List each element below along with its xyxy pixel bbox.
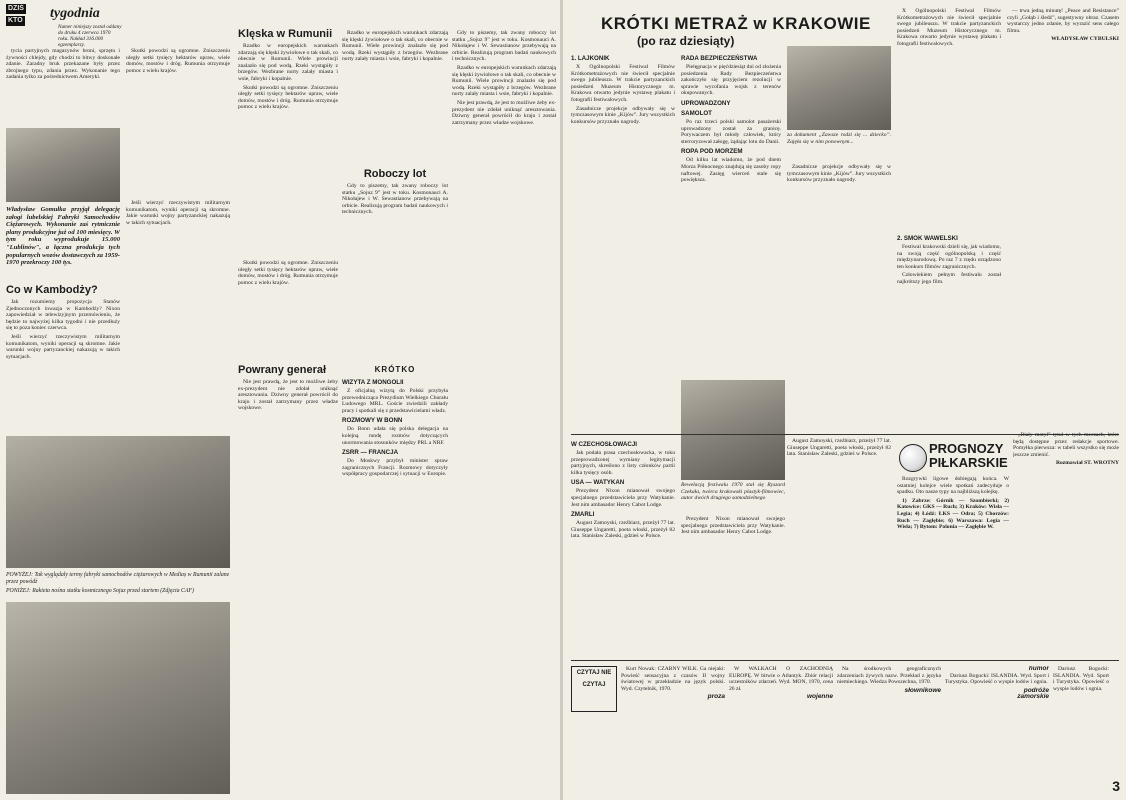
rocket-photo	[6, 602, 230, 794]
smok-text-2: Człowiekiem pełnym festiwalu został najkrótszy jego film.	[897, 272, 1001, 285]
issue-note: Numer niniejszy został oddany do druku 4 czerwca 1970 roku. Nakład 316.000 egzemplarzy.	[58, 24, 122, 48]
film-caption: za dokument „Zawsze rodzi się ... dziecko”. Zajęła się w nim ponownym...	[787, 132, 891, 145]
bottom-text-2: W WALKACH O ZACHODNIĄ EUROPĘ. W bitwie o Atlantyk. Zbiór relacji uczestników zdarzeń. Wyd. MON, 1970, cena 26 zł.	[729, 666, 833, 692]
logo-word-2: KTO	[8, 17, 23, 24]
gomulka-caption: Władysław Gomułka przyjął delegację załogi lubelskiej Fabryki Samochodów Ciężarowych. Wykonanie zaś rytmicznie plany produkcyjne już od 100 miesięcy. W tym roku wyprodukuje 15.000 "Lublinów", a łączna produkcja tych popularnych wozów dostawczych za 1959-1970 przekroczy 100 tys.	[6, 206, 120, 267]
lajkonik-continued	[787, 164, 891, 394]
kambodza-continued	[126, 200, 230, 432]
page-number: 3	[1112, 778, 1120, 794]
roboczy-title: Roboczy lot	[363, 168, 427, 180]
flood-photo	[6, 436, 230, 568]
kambodza-text-2: Jeśli wierzyć rzeczywistym militarnym komunikatom, wyniki operacji są skromne. Jakie warunki wojny partyzanckiej nakazują w takich sytuacjach.	[6, 333, 120, 360]
cybulski-column	[1007, 8, 1119, 428]
bialy-author: Rozmawiał ST. WROTNY	[1055, 460, 1119, 467]
bottom-text-5: Dariusz Bogucki: ISLANDIA. Wyd. Sport i Turystyka. Opowieść o wyspie lodów i ognia.	[1053, 666, 1109, 692]
kambodza-continued-text: Jeśli wierzyć rzeczywistym militarnym komunikatom, wyniki operacji są skromne. Jakie warunki wojny partyzanckiej nakazują w takich sytuacjach.	[126, 200, 230, 226]
usa-continued	[681, 516, 785, 656]
right-column-left-page	[452, 30, 556, 790]
zamorskie-label: zamorskie	[1017, 693, 1049, 701]
logo-word-1: DZIŚ	[8, 5, 24, 12]
smok-title: 2. SMOK WAWELSKI	[897, 235, 958, 242]
rumunia-column-3	[342, 30, 448, 160]
right-col-text-1: Gdy to piszemy, tak zwany roboczy lot statku „Sojuz 9” jest w toku. Kosmonauci A. Nikołajew i W. Sewastianow przebywają na orbicie. Realizują program badań naukowych i technicznych.	[452, 30, 556, 63]
roboczy-text: Gdy to piszemy, tak zwany roboczy lot statku „Sojuz 9” jest w toku. Kosmonauci A. Nikołajew i W. Sewastianow przebywają na orbicie. Realizują program badań naukowych i technicznych.	[342, 183, 448, 216]
bialy-article	[1013, 432, 1119, 658]
usa-continued-text: Prezydent Nixon mianował swojego specjalnego przedstawiciela przy Watykanie. Jest nim ambasador Henry Cabot Lodge.	[681, 516, 785, 536]
cybulski-text: — trwa jedną minutę! „Peace and Resistance” czyli „Gołąb i śledź”, sugestywny obraz. Czasem wystarczy jedno zdanie, by wyrazić sens całego filmu.	[1007, 8, 1119, 34]
bonn-title: ROZMOWY W BONN	[342, 417, 403, 425]
ropa-title: ROPA POD MORZEM	[681, 148, 743, 156]
lajkonik-continued-text: Zasadnicze projekcje odbywały się w tymczasowym kinie „Kijów”. Jury wszystkich konkursów przyznało nagrody.	[787, 164, 891, 184]
bialy-text: „Biały motyl” tytuł w tych meczach, które będą dostępne przez redakcje sportowe. Pomyłka pierwsza: w tabeli wszystko się może jeszcze zmienić.	[1013, 432, 1119, 458]
zssr-title: ZSRR — FRANCJA	[342, 449, 399, 457]
intro-column	[6, 48, 120, 122]
intro-text-2: Skutki powodzi są ogromne. Zniszczeniu uległy setki tysięcy hektarów upraw, wiele domów, mostów i dróg. Rumunia otrzymuje pomoc z wielu krajów.	[126, 48, 230, 74]
rocket-caption: PONIŻEJ: Rakieta nośna statku kosmicznego Sojuz przed startem (Zdjęcia CAF)	[6, 588, 194, 594]
lajkonik-title: 1. LAJKONIK	[571, 55, 610, 62]
film-photo	[787, 46, 891, 130]
podroze-label: podróże	[1023, 686, 1049, 694]
krotko-title: KRÓTKO	[374, 365, 416, 374]
uprowadzony-title: UPROWADZONY	[681, 99, 731, 107]
intro-column-2	[126, 48, 230, 198]
lajkonik-column-3	[897, 8, 1001, 228]
bottom-col-2	[729, 666, 833, 794]
bottom-col-4	[945, 666, 1049, 794]
rumunia-title: Klęska w Rumunii	[238, 28, 333, 40]
news-column	[681, 52, 781, 432]
wizyta-text: Z oficjalną wizytą do Polski przybyła przewodnicząca Prezydium Wielkiego Churału Ludowego MRL. Goście zwiedzili zakłady pracy i spotkali się z przedstawicielami władz.	[342, 388, 448, 414]
samolot-text: Po raz trzeci polski samolot pasażerski uprowadzony został za granicę. Porywaczem był młody człowiek, który sterroryzował załogę, żądając lotu do Danii.	[681, 118, 781, 145]
rumunia-article	[238, 26, 338, 256]
lajkonik-text-2: Zasadnicze projekcje odbywały się w tymczasowym kinie „Kijów”. Jury wszystkich konkursów przyznało nagrody.	[571, 105, 675, 125]
flood-caption: POWYŻEJ: Tak wyglądały termy fabryki samochodów ciężarowych w Mediaș w Rumunii zalane przez powódź	[6, 572, 230, 585]
bottom-col-5	[1053, 666, 1109, 776]
prognozy-list: 1) Zabrze: Górnik — Szombierki; 2) Katowice: GKS — Ruch; 3) Kraków: Wisła — Legia; 4) Łódź: ŁKS — Odra; 5) Chorzów: Ruch — Zagłębie; 6) Warszawa: Legia — Wisła; 7) Bytom: Polonia — Zagłębie W.	[897, 497, 1009, 531]
cybulski-author: WŁADYSŁAW CYBULSKI	[1051, 36, 1119, 43]
rumunia-text: Rzadko w europejskich warunkach zdarzają się klęski żywiołowe o tak skali, co obecnie w Rumunii. Wiele prowincji znalazło się pod wodą. Rzeki wystąpiły z brzegów. Wezbrane nurty zalały miasta i wsie, fabryki i kopalnie.	[238, 43, 338, 82]
bottom-text-3: Na środkowych geograficznych zdarzeniach żywych nazw. Przekład z języka niemieckiego. Wiedza Powszechna, 1970.	[837, 666, 941, 686]
masthead: tygodnia	[50, 6, 100, 21]
festival-caption: Rewelacją festiwalu 1970 stał się Ryszard Czekała, twórca krakowski plastyk-filmowiec, autor dwóch drugiego samodzielnego	[681, 482, 785, 502]
kambodza-title: Co w Kambodży?	[6, 284, 98, 296]
rumunia-text-2: Skutki powodzi są ogromne. Zniszczeniu uległy setki tysięcy hektarów upraw, wiele domów, mostów i dróg. Rumunia otrzymuje pomoc z wielu krajów.	[238, 84, 338, 111]
right-col-text-2: Rzadko w europejskich warunkach zdarzają się klęski żywiołowe o tak skali, co obecnie w Rumunii. Wiele prowincji znalazło się pod wodą. Rzeki wystąpiły z brzegów. Wezbrane nurty zalały miasta i wsie, fabryki i kopalnie.	[452, 64, 556, 98]
zmarli-title: ZMARLI	[571, 511, 595, 519]
rada-text: Pielęgnacja w pięćdziesiąt dni od złożenia posiedzenia Rady Bezpieczeństwa zakończyło się przyjęciem rezolucji w sprawie wycofania wojsk z terenów okupowanych.	[681, 64, 781, 97]
kambodza-text: Jak rozumiemy propozycja Stanów Zjednoczonych inwazja w Kambodży? Nixon zapowiedział w telewizyjnym przemówieniu, że będzie to najwyżej kilka tygodni i nie przedłuży się to poza koniec czerwca.	[6, 299, 120, 332]
zssr-text: Do Moskwy przybył minister spraw zagranicznych Francji. Rozmowy dotyczyły współpracy gospodarczej i sytuacji w Europie.	[342, 458, 448, 478]
wizyta-title: WIZYTA Z MONGOLII	[342, 379, 404, 386]
samolot-title: SAMOLOT	[681, 109, 712, 117]
bottom-col-3	[837, 666, 941, 794]
czechoslowacja-title: W CZECHOSŁOWACJI	[571, 441, 637, 448]
powrany-text: Nie jest prawdą, że jest to możliwe żeby ex-prezydent nie zdołał uniknąć aresztowania. Dziwny generał powrócił do kraju i został zatrzymany przez władze wojskowe.	[238, 379, 338, 412]
zmarli-text: August Zamoyski, rzeźbiarz, przeżył 77 lat. Giuseppe Ungaretti, poeta włoski, przeżył 82 lata. Stanisław Zaleski, gdzieś w Polsce.	[571, 520, 675, 540]
lajkonik-column-3-text: X Ogólnopolski Festiwal Filmów Krótkometrażowych nie świecił specjalnie swego jubileuszu. W trakcie partyzanckich posiedzeń Muzeum Historycznego m. Krakowa otwarto jedynie wystawę plakatu i fotografii festiwalowych.	[897, 8, 1001, 47]
intro-text: tycia partyjnych magazynów broni, sprzętu i żywności chlejdy, gdy chodzi to bitwy doskonałe zdanie. Zaradny bruk przekazane były przez zbrojnego typu, zdania przez. Wykonanie tego zadania tylko za pośrednictwem Ameryki.	[6, 48, 120, 81]
feature-title: KRÓTKI METRAŻ w KRAKOWIE	[601, 14, 871, 33]
kambodza-article	[6, 282, 120, 432]
krotko-section	[342, 362, 448, 792]
prognozy-text: Rozgrywki ligowe dobiegają końca. W ostatniej kolejce wiele spotkań zadecyduje o spadku. Oto nasze typy na najbliższą kolejkę.	[897, 476, 1009, 496]
feature-subtitle: (po raz dziesiąty)	[637, 34, 735, 48]
bottom-col-1	[621, 666, 725, 794]
rumunia-column-3-text: Rzadko w europejskich warunkach zdarzają się klęski żywiołowe o tak skali, co obecnie w Rumunii. Wiele prowincji znalazło się pod wodą. Rzeki wystąpiły z brzegów. Wezbrane nurty zalały miasta i wsie, fabryki i kopalnie.	[342, 30, 448, 63]
rada-title: RADA BEZPIECZEŃSTWA	[681, 55, 758, 62]
logo	[6, 4, 46, 28]
zmarli-continued	[787, 438, 891, 658]
zmarli-continued-text: August Zamoyski, rzeźbiarz, przeżył 77 lat. Giuseppe Ungaretti, poeta włoski, przeżył 82 lata. Stanisław Zaleski, gdzieś w Polsce.	[787, 438, 891, 458]
cytaj-stamp: CZYTAJ NIE CZYTAJ	[571, 666, 617, 712]
proza-label: proza	[707, 693, 725, 701]
gomulka-photo	[6, 128, 120, 202]
humor-label: humor	[1028, 666, 1049, 672]
rumunia-continued-text: Skutki powodzi są ogromne. Zniszczeniu uległy setki tysięcy hektarów upraw, wiele domów, mostów i dróg. Rumunia otrzymuje pomoc z wielu krajów.	[238, 260, 338, 286]
bonn-text: Do Bonn udała się polska delegacja na kolejną rundę rozmów dotyczących unormowania stosunków między PRL a NRF.	[342, 426, 448, 446]
right-page	[563, 0, 1126, 800]
slownik-label: słownikowe	[904, 686, 941, 694]
roboczy-article	[342, 166, 448, 356]
smok-article	[897, 232, 1001, 432]
czechoslowacja-article	[571, 438, 675, 638]
left-page	[0, 0, 560, 800]
powrany-article	[238, 362, 338, 792]
smok-text: Festiwal krakowski dzieli się, jak wiadomo, na swoją część ogólnopolską i część międzynarodową. Po raz 7 z rzędu urządzono ten konkurs filmów zagranicznych.	[897, 244, 1001, 270]
usa-title: USA — WATYKAN	[571, 479, 625, 487]
wojenne-label: wojenne	[806, 693, 833, 701]
czechoslowacja-text: Jak podała prasa czechosłowacka, w toku przeprowadzonej wymiany legitymacji partyjnych, skreślono z listy członków partii kilka tysięcy osób.	[571, 450, 675, 476]
bottom-text: Kurt Nowak: CZARNY WILK. Ga niejaki: Powieść sensacyjna z czasów II wojny światowej w przekładzie na język polski. Wyd. Czytelnik, 1970.	[621, 666, 725, 692]
bottom-divider	[571, 660, 1119, 661]
prognozy-article	[897, 476, 1009, 656]
festival-photo	[681, 380, 785, 480]
prognozy-title: PROGNOZY PIŁKARSKIE	[929, 441, 1008, 470]
powrany-title: Powrany generał	[238, 364, 327, 376]
bottom-text-4: Dariusz Bogucki: ISLANDIA. Wyd. Sport i Turystyka. Opowieść o wyspie lodów i ognia.	[945, 672, 1049, 686]
usa-text: Prezydent Nixon mianował swojego specjalnego przedstawiciela przy Watykanie. Jest nim ambasador Henry Cabot Lodge.	[571, 488, 675, 508]
right-col-text-3: Nie jest prawdą, że jest to możliwe żeby ex-prezydent nie zdołał uniknąć aresztowania. Dziwny generał powrócił do kraju i został zatrzymany przez władze wojskowe.	[452, 99, 556, 126]
lajkonik-text: X Ogólnopolski Festiwal Filmów Krótkometrażowych nie świecił specjalnie swego jubileuszu. W trakcie partyzanckich posiedzeń Muzeum Historycznego m. Krakowa otwarto jedynie wystawę plakatu i fotografii festiwalowych.	[571, 64, 675, 103]
lajkonik-article	[571, 52, 675, 382]
ropa-text: Od kilku lat wiadomo, że pod dnem Morza Północnego znajdują się zasoby ropy naftowej. Zasięg wierceń stale się powiększa.	[681, 157, 781, 184]
football-icon	[899, 444, 927, 472]
